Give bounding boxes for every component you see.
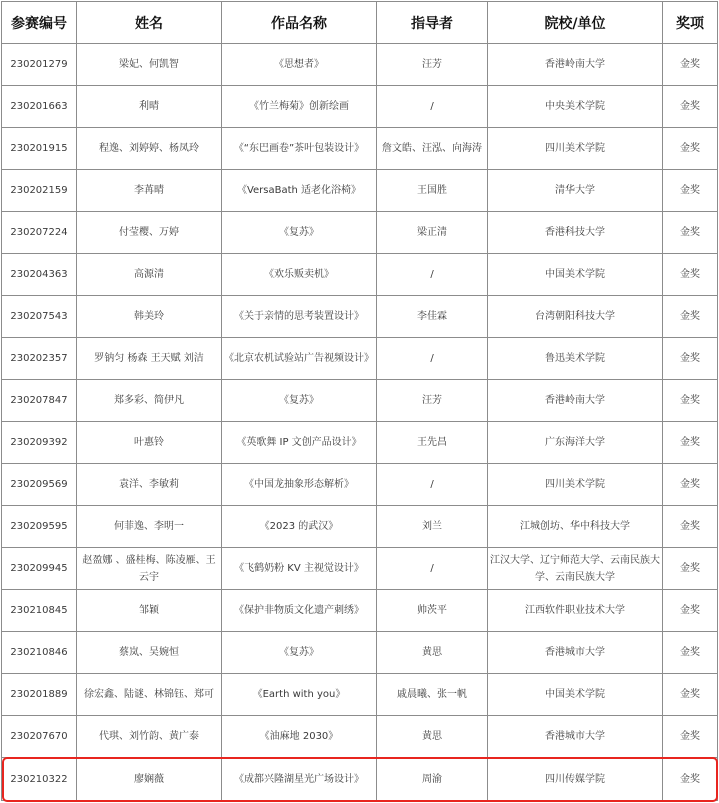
header-advisor: 指导者: [377, 2, 488, 44]
cell-award: 金奖: [663, 212, 718, 254]
cell-institution: 鲁迅美术学院: [488, 338, 663, 380]
cell-advisor: /: [377, 548, 488, 590]
cell-name: 叶惠铃: [77, 422, 222, 464]
cell-institution: 江西软件职业技术大学: [488, 590, 663, 632]
table-row: [2, 170, 718, 212]
cell-work-title: 《竹兰梅菊》创新绘画: [222, 86, 377, 128]
cell-award: 金奖: [663, 422, 718, 464]
cell-name: 梁妃、何凯智: [77, 44, 222, 86]
cell-institution: 四川传媒学院: [488, 758, 663, 801]
cell-work-title: 《成都兴隆湖星光广场设计》: [222, 758, 377, 801]
cell-advisor: 刘兰: [377, 506, 488, 548]
cell-name: 韩美玲: [77, 296, 222, 338]
cell-work-title: 《英歌舞 IP 文创产品设计》: [222, 422, 377, 464]
cell-entry-number: 230209945: [2, 548, 77, 590]
header-institution: 院校/单位: [488, 2, 663, 44]
cell-institution: 江城创坊、华中科技大学: [488, 506, 663, 548]
cell-work-title: 《复苏》: [222, 380, 377, 422]
cell-name: 利晴: [77, 86, 222, 128]
cell-name: 付莹樱、万婷: [77, 212, 222, 254]
header-award: 奖项: [663, 2, 718, 44]
cell-entry-number: 230202357: [2, 338, 77, 380]
cell-name: 李苒晴: [77, 170, 222, 212]
results-table-container: [1, 1, 717, 801]
cell-entry-number: 230201279: [2, 44, 77, 86]
cell-institution: 四川美术学院: [488, 128, 663, 170]
cell-entry-number: 230209392: [2, 422, 77, 464]
cell-award: 金奖: [663, 86, 718, 128]
cell-name: 高源清: [77, 254, 222, 296]
cell-advisor: 黄思: [377, 632, 488, 674]
cell-institution: 中央美术学院: [488, 86, 663, 128]
table-header: [2, 2, 718, 44]
cell-advisor: 詹文皓、汪泓、向海涛: [377, 128, 488, 170]
cell-work-title: 《复苏》: [222, 212, 377, 254]
cell-advisor: 汪芳: [377, 44, 488, 86]
cell-name: 代琪、刘竹韵、黄广泰: [77, 716, 222, 758]
cell-work-title: 《“东巴画卷”茶叶包装设计》: [222, 128, 377, 170]
cell-award: 金奖: [663, 716, 718, 758]
cell-work-title: 《中国龙抽象形态解析》: [222, 464, 377, 506]
cell-advisor: 黄思: [377, 716, 488, 758]
cell-entry-number: 230209595: [2, 506, 77, 548]
cell-work-title: 《北京农机试验站广告视频设计》: [222, 338, 377, 380]
cell-entry-number: 230207543: [2, 296, 77, 338]
cell-institution: 广东海洋大学: [488, 422, 663, 464]
cell-advisor: /: [377, 254, 488, 296]
table-row: [2, 758, 718, 801]
header-name: 姓名: [77, 2, 222, 44]
cell-name: 郑多彩、简伊凡: [77, 380, 222, 422]
cell-name: 赵盈娜 、盛桂梅、陈凌雁、王云宇: [77, 548, 222, 590]
cell-award: 金奖: [663, 170, 718, 212]
cell-advisor: 汪芳: [377, 380, 488, 422]
cell-award: 金奖: [663, 254, 718, 296]
cell-advisor: 王先昌: [377, 422, 488, 464]
cell-name: 何菲逸、李明一: [77, 506, 222, 548]
table-row: [2, 128, 718, 170]
cell-entry-number: 230201663: [2, 86, 77, 128]
header-entry-number: 参赛编号: [2, 2, 77, 44]
cell-name: 罗钠匀 杨森 王天赋 刘洁: [77, 338, 222, 380]
table-row: [2, 44, 718, 86]
table-row: [2, 632, 718, 674]
cell-award: 金奖: [663, 44, 718, 86]
cell-work-title: 《思想者》: [222, 44, 377, 86]
cell-award: 金奖: [663, 464, 718, 506]
table-row: [2, 674, 718, 716]
cell-work-title: 《VersaBath 适老化浴椅》: [222, 170, 377, 212]
table-row: [2, 380, 718, 422]
table-row: [2, 86, 718, 128]
cell-work-title: 《2023 的武汉》: [222, 506, 377, 548]
cell-advisor: /: [377, 86, 488, 128]
table-row: [2, 506, 718, 548]
cell-advisor: 梁正清: [377, 212, 488, 254]
table-body: [2, 44, 718, 801]
cell-advisor: /: [377, 464, 488, 506]
cell-entry-number: 230210845: [2, 590, 77, 632]
cell-work-title: 《Earth with you》: [222, 674, 377, 716]
cell-award: 金奖: [663, 590, 718, 632]
cell-institution: 香港岭南大学: [488, 380, 663, 422]
cell-name: 袁洋、李敏莉: [77, 464, 222, 506]
cell-award: 金奖: [663, 758, 718, 801]
cell-advisor: 李佳霖: [377, 296, 488, 338]
cell-entry-number: 230201889: [2, 674, 77, 716]
cell-work-title: 《关于亲情的思考装置设计》: [222, 296, 377, 338]
cell-institution: 香港城市大学: [488, 632, 663, 674]
cell-institution: 台湾朝阳科技大学: [488, 296, 663, 338]
cell-institution: 中国美术学院: [488, 674, 663, 716]
table-row: [2, 254, 718, 296]
cell-institution: 香港城市大学: [488, 716, 663, 758]
cell-advisor: 戚晨曦、张一帆: [377, 674, 488, 716]
cell-entry-number: 230210846: [2, 632, 77, 674]
cell-institution: 香港岭南大学: [488, 44, 663, 86]
cell-advisor: 帅茨平: [377, 590, 488, 632]
table-row: [2, 548, 718, 590]
cell-work-title: 《复苏》: [222, 632, 377, 674]
cell-entry-number: 230207224: [2, 212, 77, 254]
cell-institution: 中国美术学院: [488, 254, 663, 296]
cell-advisor: 周渝: [377, 758, 488, 801]
cell-award: 金奖: [663, 380, 718, 422]
cell-entry-number: 230207670: [2, 716, 77, 758]
cell-entry-number: 230210322: [2, 758, 77, 801]
award-results-table: [1, 1, 718, 801]
cell-award: 金奖: [663, 338, 718, 380]
cell-entry-number: 230202159: [2, 170, 77, 212]
cell-advisor: 王国胜: [377, 170, 488, 212]
cell-work-title: 《飞鹤奶粉 KV 主视觉设计》: [222, 548, 377, 590]
cell-award: 金奖: [663, 548, 718, 590]
cell-name: 蔡岚、吴婉恒: [77, 632, 222, 674]
cell-work-title: 《欢乐贩卖机》: [222, 254, 377, 296]
header-row: [2, 2, 718, 44]
table-row: [2, 716, 718, 758]
cell-work-title: 《保护非物质文化遗产刺绣》: [222, 590, 377, 632]
table-row: [2, 464, 718, 506]
cell-award: 金奖: [663, 128, 718, 170]
cell-name: 程逸、刘婷婷、杨凤玲: [77, 128, 222, 170]
table-row: [2, 296, 718, 338]
cell-institution: 清华大学: [488, 170, 663, 212]
cell-award: 金奖: [663, 296, 718, 338]
table-row: [2, 422, 718, 464]
cell-institution: 四川美术学院: [488, 464, 663, 506]
cell-entry-number: 230204363: [2, 254, 77, 296]
cell-entry-number: 230209569: [2, 464, 77, 506]
cell-institution: 香港科技大学: [488, 212, 663, 254]
cell-name: 徐宏鑫、陆谜、林锦钰、郑可: [77, 674, 222, 716]
cell-entry-number: 230207847: [2, 380, 77, 422]
cell-award: 金奖: [663, 632, 718, 674]
cell-work-title: 《油麻地 2030》: [222, 716, 377, 758]
cell-entry-number: 230201915: [2, 128, 77, 170]
cell-name: 邹颖: [77, 590, 222, 632]
cell-name: 廖娴薇: [77, 758, 222, 801]
table-row: [2, 212, 718, 254]
header-work-title: 作品名称: [222, 2, 377, 44]
table-row: [2, 590, 718, 632]
cell-advisor: /: [377, 338, 488, 380]
cell-institution: 江汉大学、辽宁师范大学、云南民族大学、云南民族大学: [488, 548, 663, 590]
table-row: [2, 338, 718, 380]
cell-award: 金奖: [663, 506, 718, 548]
cell-award: 金奖: [663, 674, 718, 716]
